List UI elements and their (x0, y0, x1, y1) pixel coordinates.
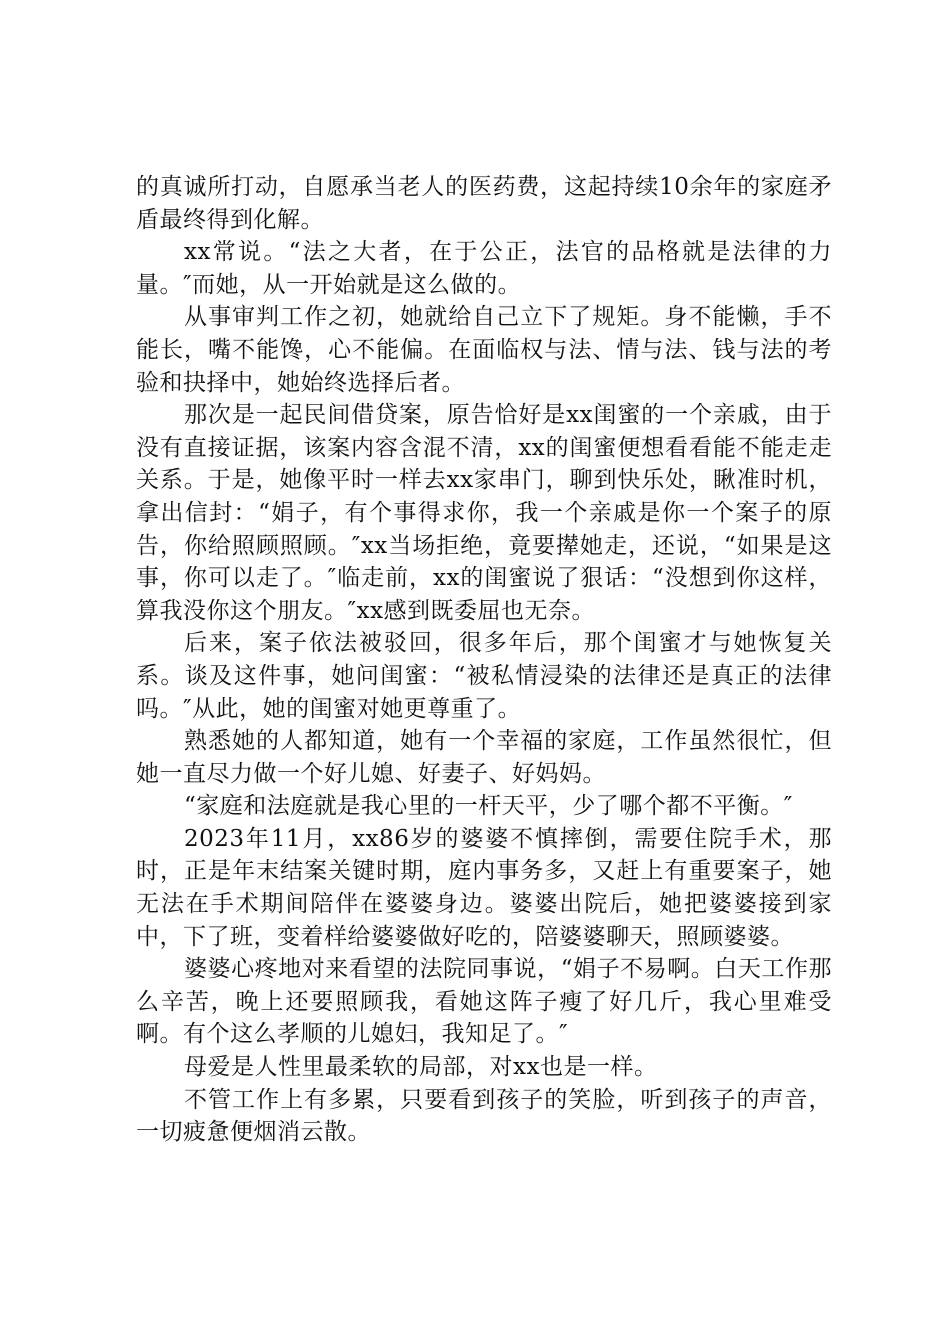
paragraph: 2023年11月，xx86岁的婆婆不慎摔倒，需要住院手术，那时，正是年末结案关键时期，庭内事务多，又赶上有重要案子，她无法在手术期间陪伴在婆婆身边。婆婆出院后，她把婆婆接到家中，下了班，变着样给婆婆做好吃的，陪婆婆聊天，照顾婆婆。 (136, 825, 832, 950)
paragraph: 母爱是人性里最柔软的局部，对xx也是一样。 (184, 1054, 658, 1081)
paragraph: 不管工作上有多累，只要看到孩子的笑脸，听到孩子的声音，一切疲惫便烟消云散。 (136, 1086, 832, 1146)
paragraph: “家庭和法庭就是我心里的一杆天平，少了哪个都不平衡。″ (184, 793, 793, 820)
paragraph: 婆婆心疼地对来看望的法院同事说，“娟子不易啊。白天工作那么辛苦，晚上还要照顾我，看她这阵子瘦了好几斤，我心里难受啊。有个这么孝顺的儿媳妇，我知足了。″ (136, 956, 832, 1048)
paragraph: 后来，案子依法被驳回，很多年后，那个闺蜜才与她恢复关系。谈及这件事，她问闺蜜：“被私情浸染的法律还是真正的法律吗。″从此，她的闺蜜对她更尊重了。 (136, 630, 832, 722)
paragraph: xx常说。“法之大者，在于公正，法官的品格就是法律的力量。″而她，从一开始就是这么做的。 (136, 239, 832, 298)
document-body (136, 171, 832, 1149)
paragraph: 从事审判工作之初，她就给自己立下了规矩。身不能懒，手不能长，嘴不能馋，心不能偏。在面临权与法、情与法、钱与法的考验和抉择中，她始终选择后者。 (136, 304, 832, 396)
paragraph: 的真诚所打动，自愿承当老人的医药费，这起持续10余年的家庭矛盾最终得到化解。 (136, 174, 832, 233)
paragraph: 熟悉她的人都知道，她有一个幸福的家庭，工作虽然很忙，但她一直尽力做一个好儿媳、好妻子、好妈妈。 (136, 728, 832, 787)
paragraph: 那次是一起民间借贷案，原告恰好是xx闺蜜的一个亲戚，由于没有直接证据，该案内容含混不清，xx的闺蜜便想看看能不能走走关系。于是，她像平时一样去xx家串门，聊到快乐处，瞅准时机，拿出信封：“娟子，有个事得求你，我一个亲戚是你一个案子的原告，你给照顾照顾。″xx当场拒绝，竟要撵她走，还说，“如果是这事，你可以走了。″临走前，xx的闺蜜说了狠话：“没想到你这样，算我没你这个朋友。″xx感到既委屈也无奈。 (136, 402, 832, 624)
